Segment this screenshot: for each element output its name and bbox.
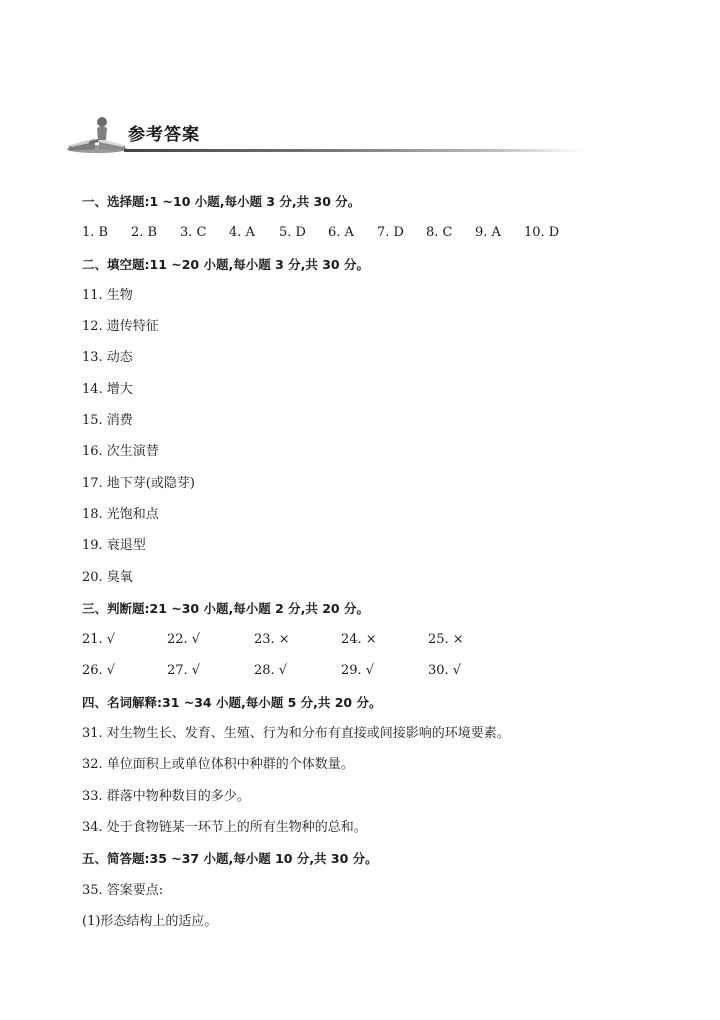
choice-answer: 4. A (229, 225, 255, 241)
fill-answer: 13. 动态 (82, 350, 133, 366)
header-divider (124, 149, 584, 152)
choice-answers-row (82, 217, 642, 248)
choice-answer: 9. A (475, 225, 501, 241)
fill-answer: 16. 次生演替 (82, 444, 159, 460)
page-header (66, 112, 586, 160)
term-definition: 32. 单位面积上或单位体积中种群的个体数量。 (82, 757, 354, 773)
fill-answer: 17. 地下芽(或隐芽) (82, 475, 195, 491)
judge-answer: 23. × (254, 632, 290, 648)
fill-answer: 11. 生物 (82, 287, 133, 303)
open-book-with-figure-icon (66, 114, 128, 154)
term-definition: 31. 对生物生长、发育、生殖、行为和分布有直接或间接影响的环境要素。 (82, 726, 510, 742)
section-heading: 四、名词解释:31 ~34 小题,每小题 5 分,共 20 分。 (82, 694, 382, 710)
choice-answer: 8. C (426, 225, 453, 241)
choice-answer: 5. D (279, 225, 306, 241)
choice-answer: 7. D (377, 225, 404, 241)
term-definition: 33. 群落中物种数目的多少。 (82, 788, 250, 804)
choice-answer: 3. C (180, 225, 207, 241)
section-heading: 五、简答题:35 ~37 小题,每小题 10 分,共 30 分。 (82, 851, 378, 867)
judge-answer: 28. √ (254, 663, 288, 679)
judge-answer: 25. × (428, 632, 464, 648)
short-answer-line: (1)形态结构上的适应。 (82, 913, 218, 929)
judge-answers-row (82, 624, 642, 655)
section-heading: 三、判断题:21 ~30 小题,每小题 2 分,共 20 分。 (82, 600, 369, 616)
short-answer-line: 35. 答案要点: (82, 882, 164, 898)
judge-answer: 21. √ (82, 632, 116, 648)
judge-answer: 22. √ (167, 632, 201, 648)
choice-answer: 1. B (82, 225, 109, 241)
choice-answer: 2. B (131, 225, 158, 241)
page-title: 参考答案 (128, 125, 200, 145)
judge-answer: 30. √ (428, 663, 462, 679)
judge-answer: 29. √ (341, 663, 375, 679)
judge-answers-row (82, 655, 642, 686)
fill-answer: 14. 增大 (82, 381, 133, 397)
judge-answer: 24. × (341, 632, 377, 648)
choice-answer: 10. D (524, 225, 560, 241)
fill-answer: 18. 光饱和点 (82, 506, 159, 522)
term-definition: 34. 处于食物链某一环节上的所有生物种的总和。 (82, 819, 367, 835)
fill-answer: 12. 遗传特征 (82, 319, 159, 335)
section-heading: 二、填空题:11 ~20 小题,每小题 3 分,共 30 分。 (82, 256, 369, 272)
judge-answer: 27. √ (167, 663, 201, 679)
fill-answer: 20. 臭氧 (82, 569, 133, 585)
fill-answer: 19. 衰退型 (82, 538, 146, 554)
answer-content (82, 186, 642, 937)
choice-answer: 6. A (328, 225, 354, 241)
judge-answer: 26. √ (82, 663, 116, 679)
section-heading: 一、选择题:1 ~10 小题,每小题 3 分,共 30 分。 (82, 194, 361, 209)
fill-answer: 15. 消费 (82, 413, 133, 429)
